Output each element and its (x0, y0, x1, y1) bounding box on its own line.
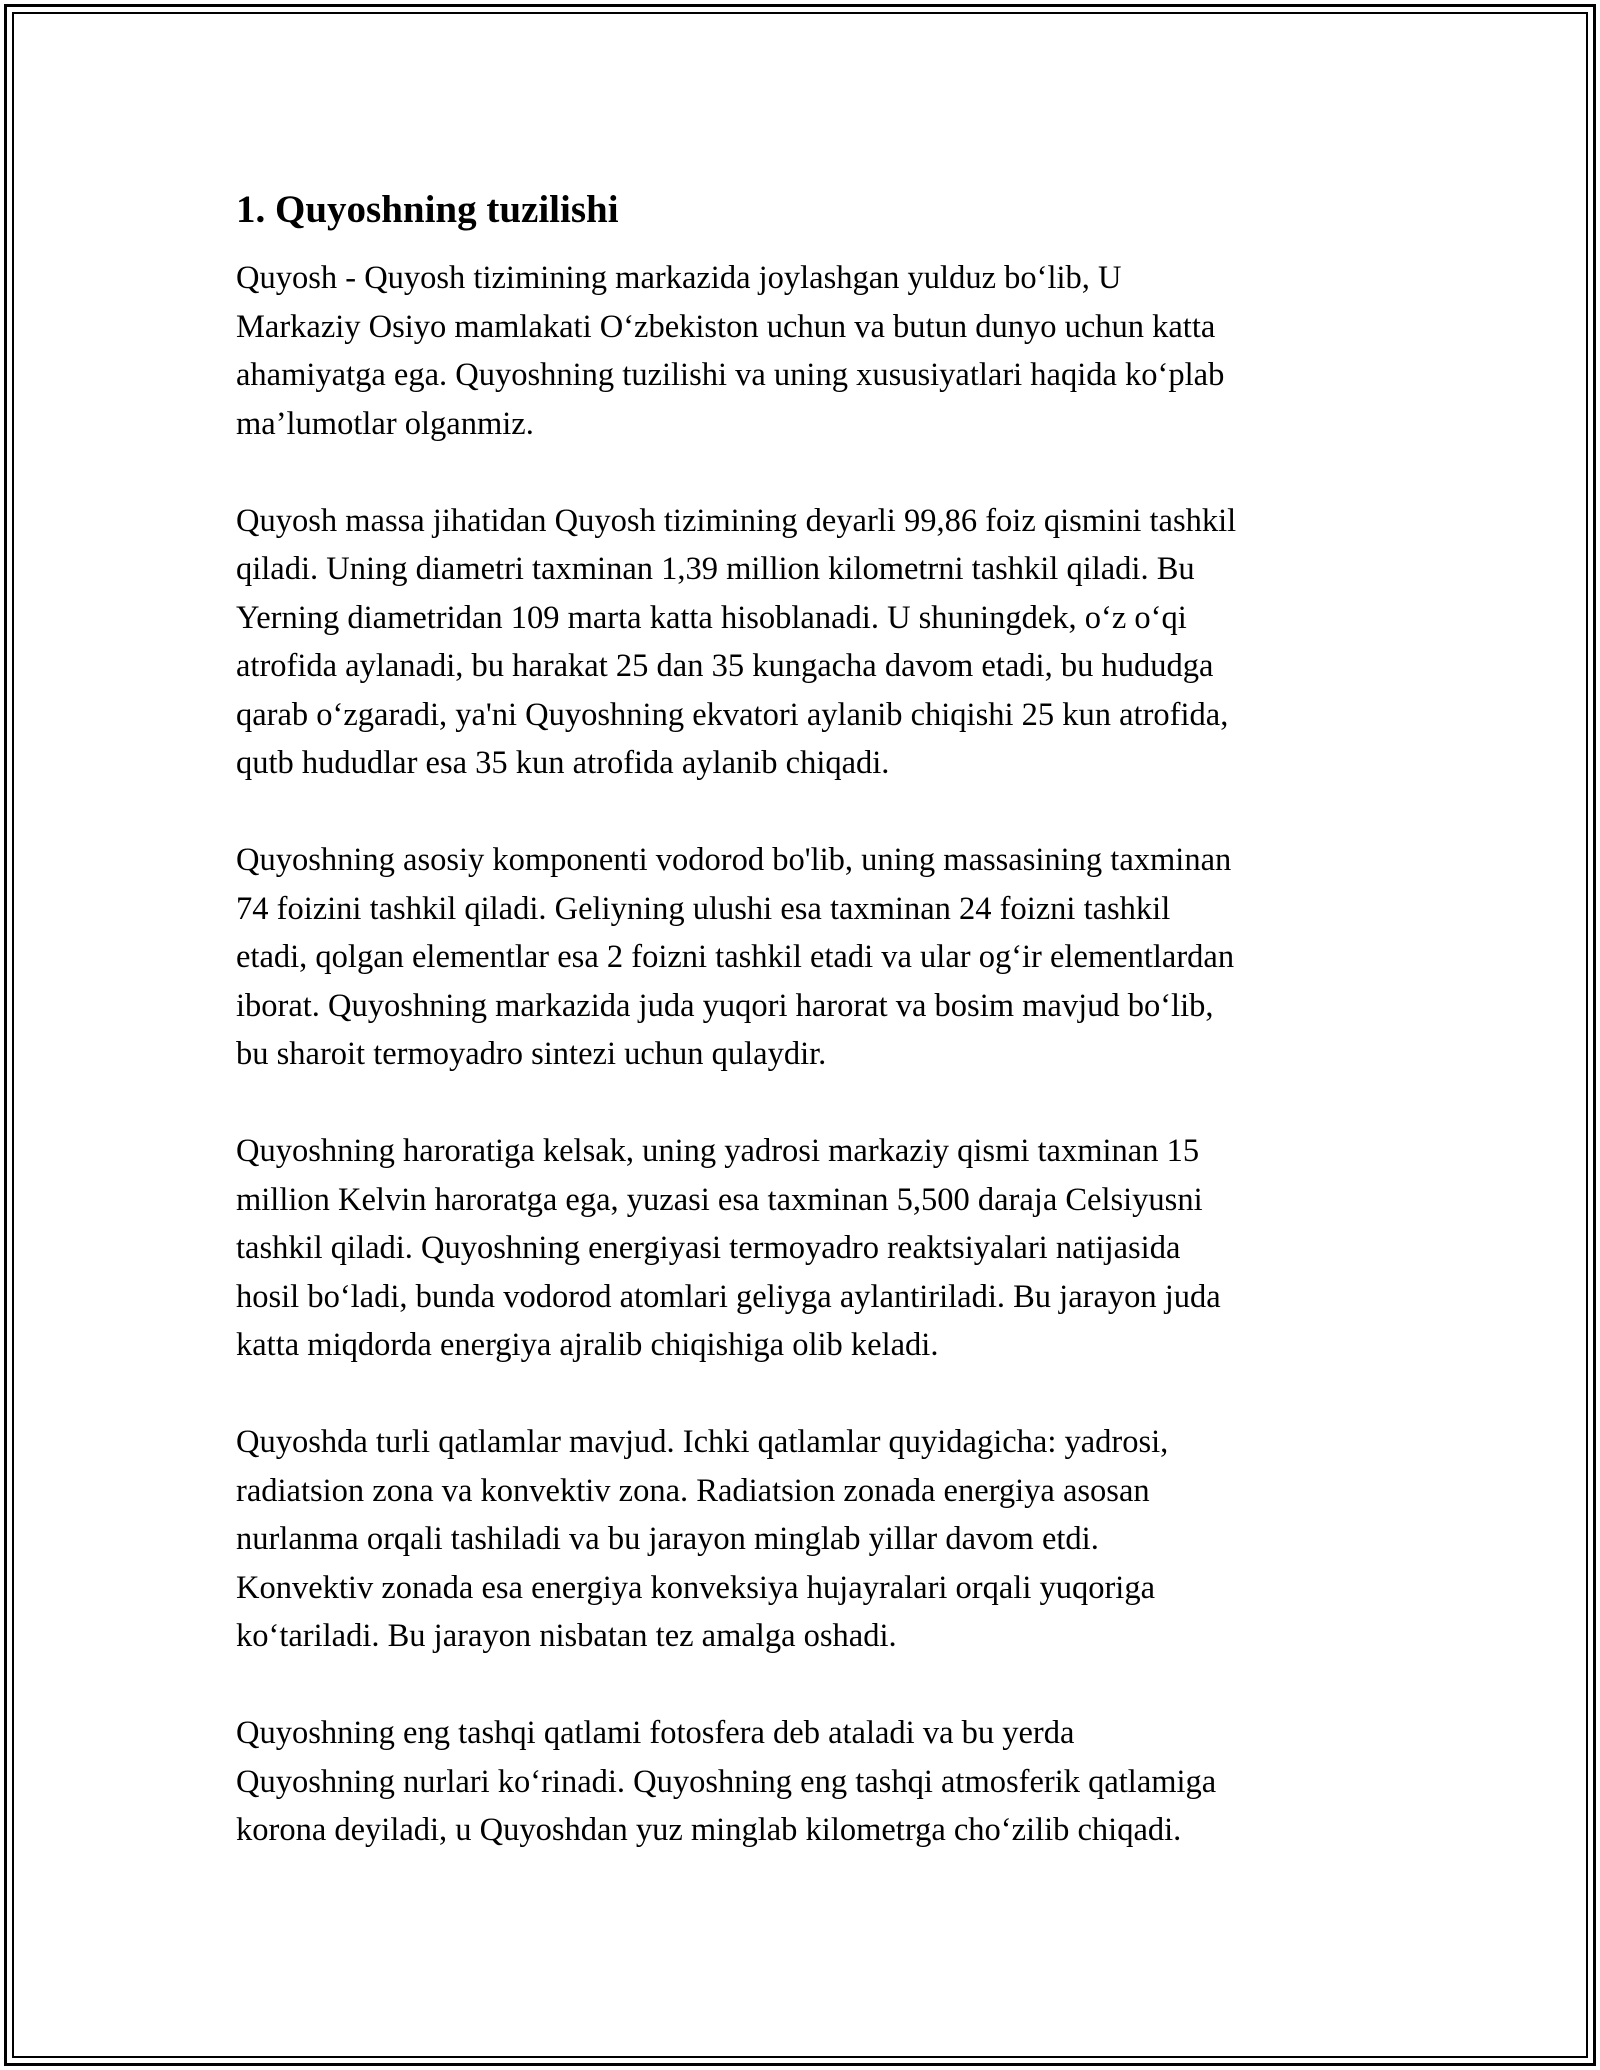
paragraph-list (236, 254, 1376, 1855)
paragraph (236, 497, 1376, 788)
paragraph-line: hosil bo‘ladi, bunda vodorod atomlari geliyga aylantiriladi. Bu jarayon juda (236, 1278, 1221, 1315)
paragraph-line: korona deyiladi, u Quyoshdan yuz minglab kilometrga cho‘zilib chiqadi. (236, 1812, 1182, 1848)
paragraph-line: Quyoshda turli qatlamlar mavjud. Ichki qatlamlar quyidagicha: yadrosi, (236, 1424, 1169, 1460)
paragraph-line: qutb hududlar esa 35 kun atrofida aylanib chiqadi. (236, 745, 890, 781)
paragraph-line: bu sharoit termoyadro sintezi uchun qulaydir. (236, 1036, 827, 1072)
paragraph-line: Quyosh massa jihatidan Quyosh tizimining deyarli 99,86 foiz qismini tashkil (236, 502, 1237, 539)
paragraph-line: Markaziy Osiyo mamlakati O‘zbekiston uchun va butun dunyo uchun katta (236, 308, 1216, 345)
paragraph-line: qarab o‘zgaradi, ya'ni Quyoshning ekvatori aylanib chiqishi 25 kun atrofida, (236, 696, 1229, 733)
paragraph-line: ko‘tariladi. Bu jarayon nisbatan tez amalga oshadi. (236, 1618, 897, 1654)
paragraph-line: Quyoshning eng tashqi qatlami fotosfera deb ataladi va bu yerda (236, 1715, 1075, 1751)
paragraph-line: atrofida aylanadi, bu harakat 25 dan 35 kungacha davom etadi, bu hududga (236, 648, 1214, 684)
paragraph-line: 74 foizini tashkil qiladi. Geliyning ulushi esa taxminan 24 foizni tashkil (236, 890, 1171, 927)
paragraph (236, 836, 1376, 1079)
paragraph-line: iborat. Quyoshning markazida juda yuqori harorat va bosim mavjud bo‘lib, (236, 987, 1214, 1024)
paragraph-line: nurlanma orqali tashiladi va bu jarayon minglab yillar davom etdi. (236, 1521, 1099, 1557)
paragraph (236, 1418, 1376, 1661)
section-heading: 1. Quyoshning tuzilishi (236, 188, 619, 231)
paragraph-line: qiladi. Uning diametri taxminan 1,39 million kilometrni tashkil qiladi. Bu (236, 551, 1195, 587)
paragraph-line: tashkil qiladi. Quyoshning energiyasi termoyadro reaktsiyalari natijasida (236, 1230, 1181, 1266)
paragraph (236, 254, 1376, 448)
paragraph (236, 1127, 1376, 1370)
paragraph-line: Quyoshning asosiy komponenti vodorod bo'lib, uning massasining taxminan (236, 842, 1232, 878)
paragraph-line: million Kelvin haroratga ega, yuzasi esa taxminan 5,500 daraja Celsiyusni (236, 1181, 1203, 1218)
paragraph (236, 1709, 1376, 1855)
paragraph-line: ma’lumotlar olganmiz. (236, 405, 534, 442)
document-body (236, 186, 1376, 1903)
paragraph-line: Quyosh - Quyosh tizimining markazida joylashgan yulduz bo‘lib, U (236, 260, 1122, 296)
paragraph-line: ahamiyatga ega. Quyoshning tuzilishi va uning xususiyatlari haqida ko‘plab (236, 357, 1225, 393)
paragraph-line: Quyoshning nurlari ko‘rinadi. Quyoshning eng tashqi atmosferik qatlamiga (236, 1763, 1217, 1800)
paragraph-line: etadi, qolgan elementlar esa 2 foizni tashkil etadi va ular og‘ir elementlardan (236, 939, 1235, 975)
paragraph-line: radiatsion zona va konvektiv zona. Radiatsion zonada energiya asosan (236, 1472, 1150, 1509)
paragraph-line: katta miqdorda energiya ajralib chiqishiga olib keladi. (236, 1327, 939, 1363)
paragraph-line: Quyoshning haroratiga kelsak, uning yadrosi markaziy qismi taxminan 15 (236, 1133, 1200, 1169)
paragraph-line: Yerning diametridan 109 marta katta hisoblanadi. U shuningdek, o‘z o‘qi (236, 599, 1187, 636)
paragraph-line: Konvektiv zonada esa energiya konveksiya hujayralari orqali yuqoriga (236, 1569, 1156, 1606)
